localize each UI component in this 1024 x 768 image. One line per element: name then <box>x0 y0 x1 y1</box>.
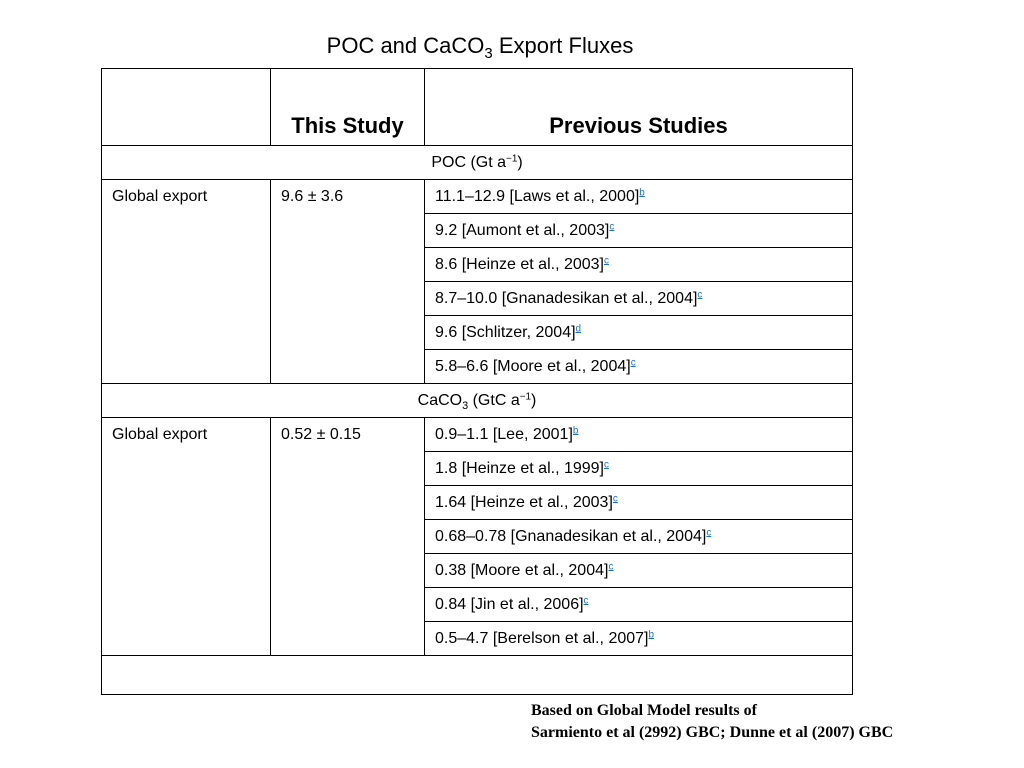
empty-footer-row <box>102 656 853 695</box>
footnote-link[interactable]: c <box>583 595 589 607</box>
footnote-link[interactable]: b <box>639 187 645 199</box>
previous-study-cell: 11.1–12.9 [Laws et al., 2000]$^b$ <box>425 180 853 214</box>
previous-study-cell: 1.64 [Heinze et al., 2003]$^c$ <box>425 486 853 520</box>
previous-study-cell: 9.6 [Schlitzer, 2004]$^d$ <box>425 316 853 350</box>
source-note-line2: Sarmiento et al (2992) GBC; Dunne et al (2007) GBC <box>531 724 894 741</box>
section-row-poc <box>102 146 853 180</box>
footnote-link[interactable]: c <box>697 289 703 301</box>
previous-study-cell: 5.8–6.6 [Moore et al., 2004]$^c$ <box>425 350 853 384</box>
footnote-link[interactable]: c <box>609 221 615 233</box>
section-row-caco3 <box>102 384 853 418</box>
row-label-poc: Global export <box>102 180 271 384</box>
table-row <box>102 180 853 214</box>
previous-study-cell: 8.6 [Heinze et al., 2003]$^c$ <box>425 248 853 282</box>
footnote-link[interactable]: c <box>608 561 614 573</box>
this-study-value-poc: 9.6 ± 3.6 <box>271 180 425 384</box>
previous-study-cell: 0.68–0.78 [Gnanadesikan et al., 2004]$^c$ <box>425 520 853 554</box>
table-row <box>102 418 853 452</box>
footnote-link[interactable]: b <box>572 425 579 437</box>
previous-study-cell: 9.2 [Aumont et al., 2003]$^c$ <box>425 214 853 248</box>
header-previous-studies: Previous Studies <box>425 69 853 146</box>
flux-table <box>101 68 853 695</box>
footnote-link[interactable]: d <box>575 323 582 335</box>
header-blank-cell <box>102 69 271 146</box>
footnote-link[interactable]: b <box>648 629 654 641</box>
section-label-poc: POC (Gt $a^{-1}$) <box>102 146 853 180</box>
previous-study-cell: 0.38 [Moore et al., 2004]$^c$ <box>425 554 853 588</box>
source-note <box>531 700 893 744</box>
footnote-link[interactable]: c <box>612 493 618 505</box>
section-label-caco3: CaCO$_3$ (GtC $a^{-1}$) <box>102 384 853 418</box>
footnote-link[interactable]: c <box>706 527 712 539</box>
previous-study-cell: 0.9–1.1 [Lee, 2001]$^b$ <box>425 418 853 452</box>
footnote-link[interactable]: c <box>630 357 636 369</box>
previous-study-cell: 0.84 [Jin et al., 2006]$^c$ <box>425 588 853 622</box>
this-study-value-caco3: 0.52 ± 0.15 <box>271 418 425 656</box>
previous-study-cell: 8.7–10.0 [Gnanadesikan et al., 2004]$^c$ <box>425 282 853 316</box>
previous-study-cell: 0.5–4.7 [Berelson et al., 2007]$^b$ <box>425 622 853 656</box>
footnote-link[interactable]: c <box>604 459 609 471</box>
header-this-study: This Study <box>271 69 425 146</box>
slide-title: POC and CaCO$_3$ Export Fluxes <box>326 33 634 63</box>
source-note-line1: Based on Global Model results of <box>531 702 757 719</box>
header-row <box>102 69 853 146</box>
previous-study-cell: 1.8 [Heinze et al., 1999]$^c$ <box>425 452 853 486</box>
row-label-caco3: Global export <box>102 418 271 656</box>
empty-footer-cell <box>102 656 853 695</box>
footnote-link[interactable]: c <box>604 255 609 267</box>
